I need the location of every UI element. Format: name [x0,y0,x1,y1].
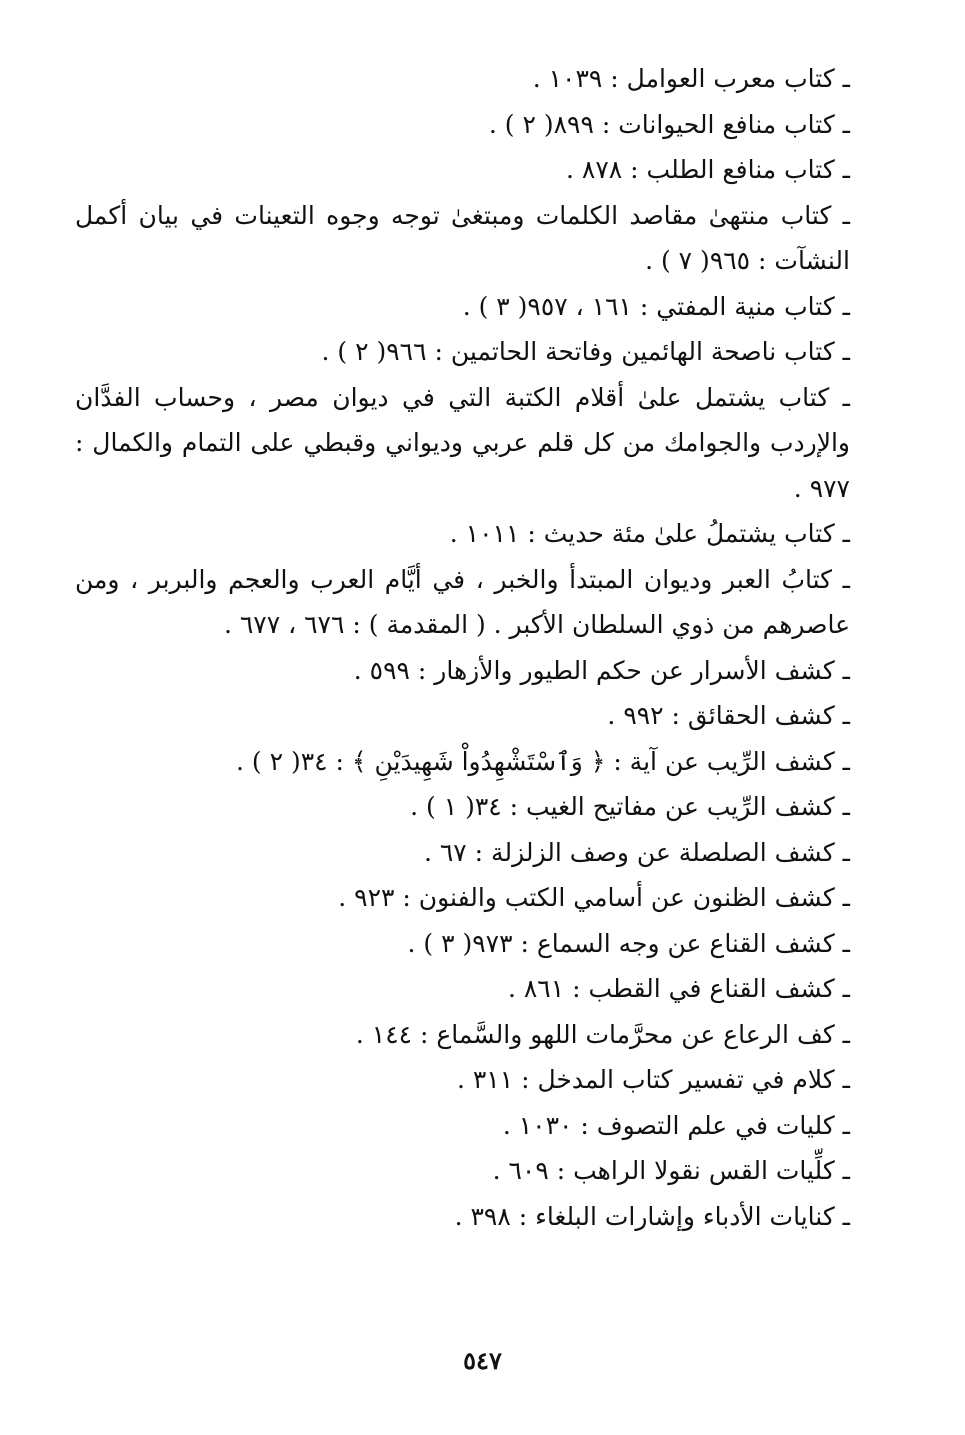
index-entry: ـ كلِّيات القس نقولا الراهب : ٦٠٩ . [492,1156,850,1185]
index-entry: ـ كتابُ العبر وديوان المبتدأ والخبر ، في أيَّام العرب والعجم والبربر ، ومن عاصرهم من ذوي السلطان الأكبر . ( المقدمة ) : ٦٧٦ ، ٦٧٧ . [75,564,850,639]
index-entry: ـ كشف القناع في القطب : ٨٦١ . [507,974,850,1003]
index-entry: ـ كتاب منية المفتي : ١٦١ ، ٩٥٧( ٣ ) . [462,291,850,321]
index-entry: ـ كشف الحقائق : ٩٩٢ . [607,701,850,730]
index-entry: ـ كتاب معرب العوامل : ١٠٣٩ . [532,64,850,93]
index-entry: ـ كلام في تفسير كتاب المدخل : ٣١١ . [456,1065,850,1094]
index-entry-list [75,56,850,1239]
index-entry: ـ كشف الأسرار عن حكم الطيور والأزهار : ٥٩٩ . [353,655,850,685]
index-entry: ـ كتاب منافع الحيوانات : ٨٩٩( ٢ ) . [488,109,850,139]
page-number: ٥٤٧ [463,1346,502,1375]
index-entry: ـ كتاب ناصحة الهائمين وفاتحة الحاتمين : ٩٦٦( ٢ ) . [321,337,850,366]
index-entry: ـ كتاب يشتملُ علىٰ مئة حديث : ١٠١١ . [449,519,850,548]
index-entry: ـ كشف الرِّيب عن مفاتيح الغيب : ٣٤( ١ ) . [410,792,850,821]
index-entry: ـ كتاب منتهىٰ مقاصد الكلمات ومبتغىٰ توجه وجوه التعينات في بيان أكمل النشآت : ٩٦٥( ٧ ) . [75,200,850,275]
index-entry: ـ كف الرعاع عن محرَّمات اللهو والسَّماع : ١٤٤ . [355,1019,850,1049]
index-entry: ـ كشف الظنون عن أسامي الكتب والفنون : ٩٢٣ . [338,883,850,912]
index-entry: ـ كتاب يشتمل علىٰ أقلام الكتبة التي في ديوان مصر ، وحساب الفدَّان والإردب والجوامك من كل قلم عربي وديواني وقبطي على التمام والكمال : ٩٧٧ . [75,382,850,503]
index-entry: ـ كنايات الأدباء وإشارات البلغاء : ٣٩٨ . [454,1201,850,1231]
index-entry: ـ كشف الرِّيب عن آية : ﴿ وَٱسْتَشْهِدُواْ شَهِيدَيْنِ ﴾ : ٣٤( ٢ ) . [236,746,850,776]
index-entry: ـ كشف الصلصلة عن وصف الزلزلة : ٦٧ . [423,837,850,867]
index-entry: ـ كتاب منافع الطلب : ٨٧٨ . [566,155,850,184]
index-entry: ـ كشف القناع عن وجه السماع : ٩٧٣( ٣ ) . [407,928,850,958]
index-entry: ـ كليات في علم التصوف : ١٠٣٠ . [502,1110,850,1140]
